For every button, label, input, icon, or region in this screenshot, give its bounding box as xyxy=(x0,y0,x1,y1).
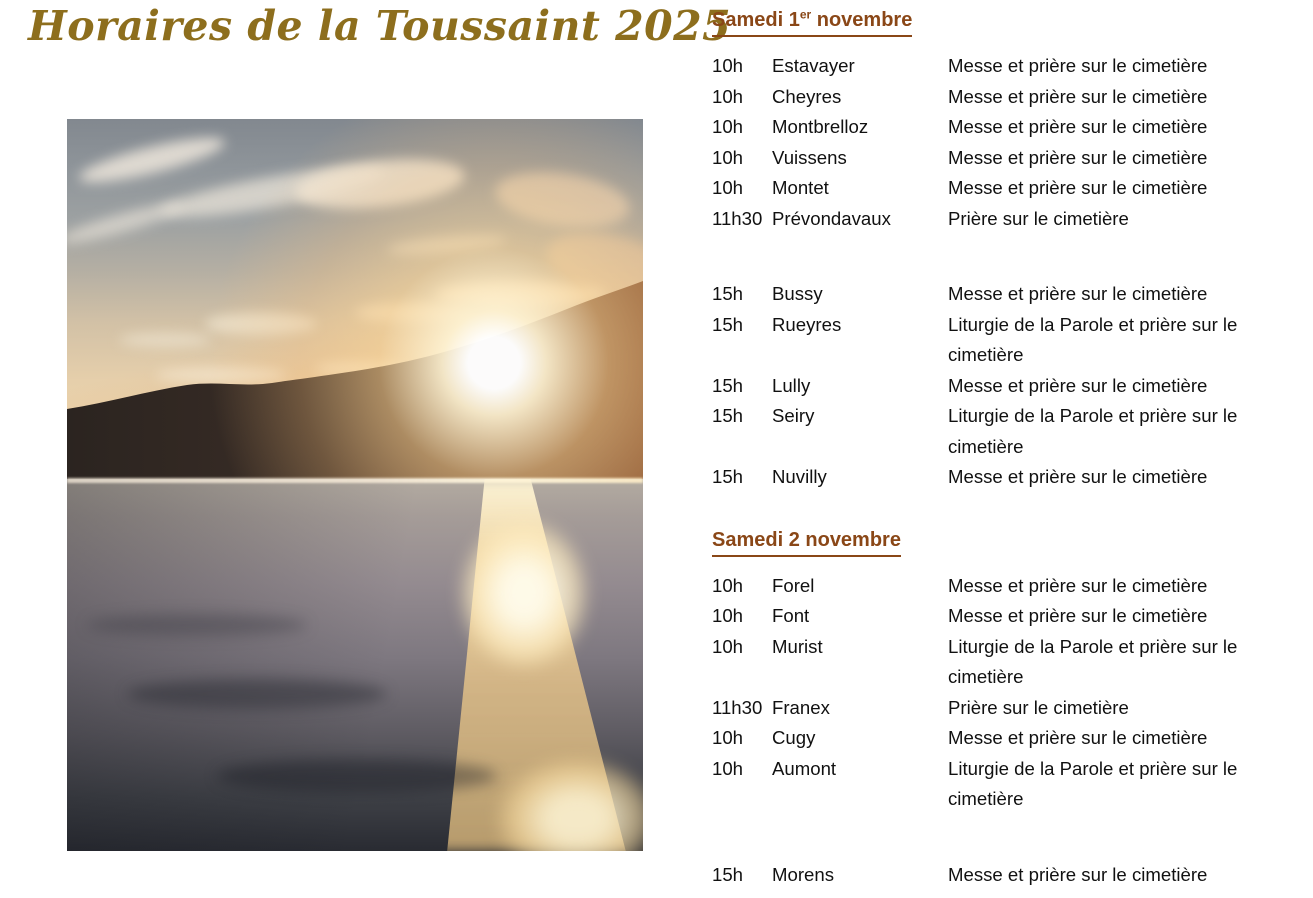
schedule-row xyxy=(712,112,1300,143)
schedule-group xyxy=(712,51,1300,234)
heading-prefix: Samedi 1 xyxy=(712,9,800,31)
schedule-row xyxy=(712,173,1300,204)
row-time: 11h30 xyxy=(712,207,763,229)
row-description: Prière sur le cimetière xyxy=(948,696,1129,718)
schedule-row xyxy=(712,310,1300,371)
row-time: 10h xyxy=(712,85,744,107)
schedule-group xyxy=(712,860,1300,891)
schedule-row xyxy=(712,279,1300,310)
row-time: 10h xyxy=(712,177,744,198)
row-time: 15h xyxy=(712,466,744,487)
row-place: Forel xyxy=(772,574,815,596)
row-description: Messe et prière sur le cimetière xyxy=(948,466,1208,487)
heading-suffix: novembre xyxy=(811,9,913,31)
row-place: Aumont xyxy=(772,757,837,779)
schedule-row xyxy=(712,571,1300,602)
row-description: Messe et prière sur le cimetière xyxy=(948,177,1208,198)
row-place: Franex xyxy=(772,696,830,718)
schedule-row xyxy=(712,754,1300,815)
row-time: 15h xyxy=(712,283,744,304)
row-place: Vuissens xyxy=(772,146,847,168)
row-description: Liturgie de la Parole et prière sur le cimetière xyxy=(948,757,1238,809)
schedule-group xyxy=(712,571,1300,815)
row-description: Messe et prière sur le cimetière xyxy=(948,605,1208,626)
dark-wave-streak xyxy=(127,679,387,709)
row-place: Lully xyxy=(772,374,811,396)
schedule-row xyxy=(712,860,1300,891)
section-heading xyxy=(712,6,1300,37)
row-description: Messe et prière sur le cimetière xyxy=(948,55,1208,76)
schedule-group xyxy=(712,279,1300,493)
row-description: Prière sur le cimetière xyxy=(948,207,1129,229)
row-time: 15h xyxy=(712,374,744,396)
row-time: 10h xyxy=(712,757,744,779)
dark-wave-streak xyxy=(217,759,497,793)
row-place: Prévondavaux xyxy=(772,207,891,229)
section-heading-text xyxy=(712,526,901,557)
section-heading-text xyxy=(712,6,912,37)
row-description: Messe et prière sur le cimetière xyxy=(948,574,1208,596)
row-description: Messe et prière sur le cimetière xyxy=(948,146,1208,168)
section-heading xyxy=(712,526,1300,557)
horizon-sparkle xyxy=(67,478,643,483)
row-time: 15h xyxy=(712,313,744,335)
schedule-row xyxy=(712,51,1300,82)
schedule-row xyxy=(712,723,1300,754)
row-time: 10h xyxy=(712,727,744,748)
row-description: Messe et prière sur le cimetière xyxy=(948,727,1208,748)
dark-wave-streak xyxy=(87,614,307,636)
row-time: 11h30 xyxy=(712,696,763,718)
schedule-column xyxy=(712,6,1300,890)
row-description: Messe et prière sur le cimetière xyxy=(948,85,1208,107)
schedule-row xyxy=(712,601,1300,632)
row-description: Liturgie de la Parole et prière sur le cimetière xyxy=(948,405,1238,457)
schedule-row xyxy=(712,693,1300,724)
row-place: Murist xyxy=(772,635,823,657)
schedule-row xyxy=(712,204,1300,235)
row-time: 15h xyxy=(712,863,744,885)
row-place: Nuvilly xyxy=(772,466,827,487)
row-time: 10h xyxy=(712,146,744,168)
heading-sup: er xyxy=(799,7,812,22)
schedule-row xyxy=(712,371,1300,402)
row-place: Cheyres xyxy=(772,85,842,107)
schedule-row xyxy=(712,632,1300,693)
schedule-row xyxy=(712,462,1300,493)
sunset-photo xyxy=(67,119,643,851)
row-place: Rueyres xyxy=(772,313,842,335)
row-place: Montet xyxy=(772,177,829,198)
row-place: Morens xyxy=(772,863,835,885)
row-place: Seiry xyxy=(772,405,815,426)
row-description: Liturgie de la Parole et prière sur le cimetière xyxy=(948,313,1238,365)
row-place: Font xyxy=(772,605,810,626)
row-description: Messe et prière sur le cimetière xyxy=(948,374,1208,396)
schedule-row xyxy=(712,82,1300,113)
row-place: Cugy xyxy=(772,727,816,748)
page-title: Horaires de la Toussaint 2025 xyxy=(28,2,732,50)
row-place: Montbrelloz xyxy=(772,116,869,137)
row-description: Messe et prière sur le cimetière xyxy=(948,863,1208,885)
row-description: Messe et prière sur le cimetière xyxy=(948,116,1208,137)
row-place: Estavayer xyxy=(772,55,855,76)
row-time: 10h xyxy=(712,635,744,657)
row-description: Liturgie de la Parole et prière sur le cimetière xyxy=(948,635,1238,687)
row-time: 10h xyxy=(712,574,744,596)
schedule-row xyxy=(712,401,1300,462)
row-time: 15h xyxy=(712,405,744,426)
row-description: Messe et prière sur le cimetière xyxy=(948,283,1208,304)
row-time: 10h xyxy=(712,116,744,137)
sun-and-glow xyxy=(67,119,643,491)
heading-prefix: Samedi 2 novembre xyxy=(712,528,901,551)
row-time: 10h xyxy=(712,55,744,76)
row-time: 10h xyxy=(712,605,744,626)
row-place: Bussy xyxy=(772,283,823,304)
schedule-row xyxy=(712,143,1300,174)
sun-reflection-bright-spot xyxy=(459,519,589,669)
